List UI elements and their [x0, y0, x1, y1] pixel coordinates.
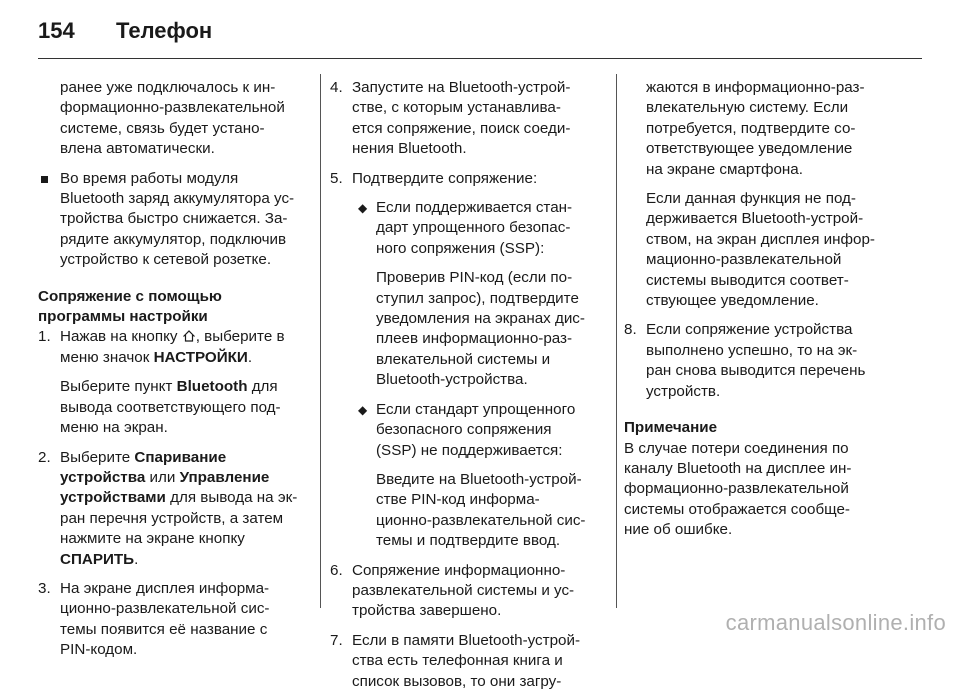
text-line: влекательную систему. Если [646, 99, 849, 117]
text-line: мационно-развлекательной [646, 251, 842, 269]
text-line: список вызовов, то они загру- [352, 672, 562, 690]
option-ssp-supported [330, 198, 606, 259]
column-divider-1 [320, 74, 321, 608]
text-fragment: для [247, 378, 278, 396]
text-line [60, 448, 308, 468]
heading-line: Сопряжение с помощью [38, 287, 222, 305]
text-fragment: Выберите [60, 448, 135, 466]
option-ssp-unsupported-detail [330, 470, 606, 552]
text-line: меню на экран. [60, 419, 168, 437]
text-line: уведомления на экранах дис- [376, 310, 585, 328]
step-number: 1. [38, 328, 51, 346]
text-line [60, 377, 308, 397]
text-line: системе, связь будет устано- [60, 119, 265, 137]
manage-label: Управление [179, 468, 270, 486]
step-number: 2. [38, 448, 51, 466]
step-7-detail [624, 189, 924, 311]
option-ssp-supported-detail [330, 268, 606, 390]
text-line: темы появится её название с [60, 620, 268, 638]
text-line: влекательной системы и [376, 350, 551, 368]
text-line: формационно-развлекательной [624, 480, 849, 498]
text-line: ран перечня устройств, а затем [60, 509, 284, 527]
text-line: на экране смартфона. [646, 160, 803, 178]
text-line: устройств. [646, 382, 721, 400]
text-line: Bluetooth заряд аккумулятора ус- [60, 190, 295, 208]
diamond-bullet-icon: ◆ [358, 201, 368, 216]
step-7 [330, 631, 606, 692]
text-line: ствующее уведомление. [646, 292, 819, 310]
column-2 [330, 78, 606, 692]
watermark: carmanualsonline.info [725, 610, 946, 635]
text-line: ран снова выводится перечень [646, 362, 866, 380]
column-1 [38, 78, 308, 661]
text-line: нажмите на экране кнопку [60, 530, 245, 548]
text-line: выполнено успешно, то на эк- [646, 341, 858, 359]
text-line: ется сопряжение, поиск соеди- [352, 119, 571, 137]
text-line: PIN-кодом. [60, 641, 138, 659]
text-line: ством, на экран дисплея инфор- [646, 230, 875, 248]
text-line: безопасного сопряжения [376, 421, 552, 439]
text-line: влена автоматически. [60, 140, 215, 158]
text-line: стве PIN-код информа- [376, 491, 540, 509]
home-icon [182, 329, 196, 343]
text-line [60, 348, 308, 368]
text-line: потребуется, подтвердите со- [646, 119, 856, 137]
step-number: 8. [624, 321, 637, 339]
settings-label: НАСТРОЙКИ [153, 348, 248, 366]
step-number: 4. [330, 79, 343, 96]
text-line: рядите аккумулятор, подключив [60, 230, 287, 248]
text-line: держивается Bluetooth-устрой- [646, 210, 864, 228]
text-fragment: для вывода на эк- [165, 489, 298, 507]
text-line: Если данная функция не под- [646, 190, 856, 208]
bullet-item-battery [38, 169, 308, 271]
text-line: жаются в информационно-раз- [646, 79, 865, 96]
text-line: устройство к сетевой розетке. [60, 251, 272, 269]
page-title: Телефон [116, 18, 213, 43]
step-number: 6. [330, 561, 343, 579]
step-number: 3. [38, 579, 51, 597]
text-line: Если поддерживается стан- [376, 199, 573, 217]
step-3 [38, 579, 308, 661]
text-line: формационно-развлекательной [60, 99, 285, 117]
text-fragment: меню значок [60, 348, 154, 366]
column-divider-2 [616, 74, 617, 608]
text-line: ступил запрос), подтвердите [376, 289, 579, 307]
text-line: Если сопряжение устройства [646, 321, 853, 339]
heading-line: программы настройки [38, 308, 208, 326]
text-line: Bluetooth-устройства. [376, 371, 528, 389]
text-line: ного сопряжения (SSP): [376, 239, 545, 257]
text-line: Если стандарт упрощенного [376, 400, 576, 418]
text-line [60, 468, 308, 488]
text-line [60, 550, 308, 570]
text-line: Запустите на Bluetooth-устрой- [352, 79, 571, 96]
note-block [624, 418, 924, 540]
step-number: 5. [330, 169, 343, 187]
step-number: 7. [330, 631, 343, 649]
text-line: Сопряжение информационно- [352, 561, 566, 579]
step-2 [38, 448, 308, 570]
text-fragment: или [145, 468, 180, 486]
pairing-label: Спаривание [134, 448, 227, 466]
step-6 [330, 561, 606, 622]
text-line: дарт упрощенного безопас- [376, 219, 571, 237]
text-line: вывода соответствующего под- [60, 398, 281, 416]
step-4 [330, 78, 606, 160]
bluetooth-label: Bluetooth [176, 378, 248, 396]
text-line: (SSP) не поддерживается: [376, 441, 563, 459]
text-line: ответствующее уведомление [646, 140, 853, 158]
text-line: системы выводится соответ- [646, 271, 849, 289]
diamond-bullet-icon: ◆ [358, 402, 368, 417]
pair-button-label: СПАРИТЬ [60, 550, 135, 568]
text-fragment: , выберите в [195, 328, 285, 346]
step-7-continued [624, 78, 924, 180]
continued-paragraph [38, 78, 308, 160]
page-header [38, 14, 922, 48]
text-line: нения Bluetooth. [352, 140, 467, 158]
text-line: ние об ошибке. [624, 521, 733, 539]
text-fragment: Выберите пункт [60, 378, 177, 396]
section-heading [38, 287, 308, 328]
text-line: Если в памяти Bluetooth-устрой- [352, 631, 581, 649]
text-line [60, 488, 308, 508]
text-line: ранее уже подключалось к ин- [60, 79, 276, 96]
step-8 [624, 320, 924, 402]
text-fragment: . [247, 348, 253, 366]
text-line: тройства завершено. [352, 602, 502, 620]
manage-label-cont: устройствами [60, 489, 166, 507]
step-1 [38, 327, 308, 438]
text-line: Введите на Bluetooth-устрой- [376, 470, 582, 488]
text-line: ционно-развлекательной сис- [376, 511, 586, 529]
text-line: ционно-развлекательной сис- [60, 600, 270, 618]
text-line: темы и подтвердите ввод. [376, 532, 561, 550]
text-line: Во время работы модуля [60, 169, 239, 187]
text-fragment: . [134, 550, 139, 568]
page-number: 154 [38, 18, 75, 43]
text-line: плеев информационно-раз- [376, 330, 573, 348]
text-line: тройства быстро снижается. За- [60, 210, 288, 228]
note-heading: Примечание [624, 419, 718, 437]
header-divider [38, 58, 922, 59]
text-line: Подтвердите сопряжение: [352, 169, 538, 187]
text-line: На экране дисплея информа- [60, 579, 270, 597]
text-line: В случае потери соединения по [624, 439, 849, 457]
column-3 [624, 78, 924, 541]
text-line: развлекательной системы и ус- [352, 581, 575, 599]
text-line [60, 327, 308, 347]
step-5 [330, 169, 606, 189]
text-line: ства есть телефонная книга и [352, 652, 563, 670]
option-ssp-unsupported [330, 400, 606, 461]
text-fragment: Нажав на кнопку [60, 328, 182, 346]
text-line: стве, с которым устанавлива- [352, 99, 561, 117]
text-line: каналу Bluetooth на дисплее ин- [624, 459, 852, 477]
text-line: Проверив PIN-код (если по- [376, 269, 573, 287]
pairing-label-cont: устройства [60, 468, 146, 486]
text-line: системы отображается сообще- [624, 500, 850, 518]
